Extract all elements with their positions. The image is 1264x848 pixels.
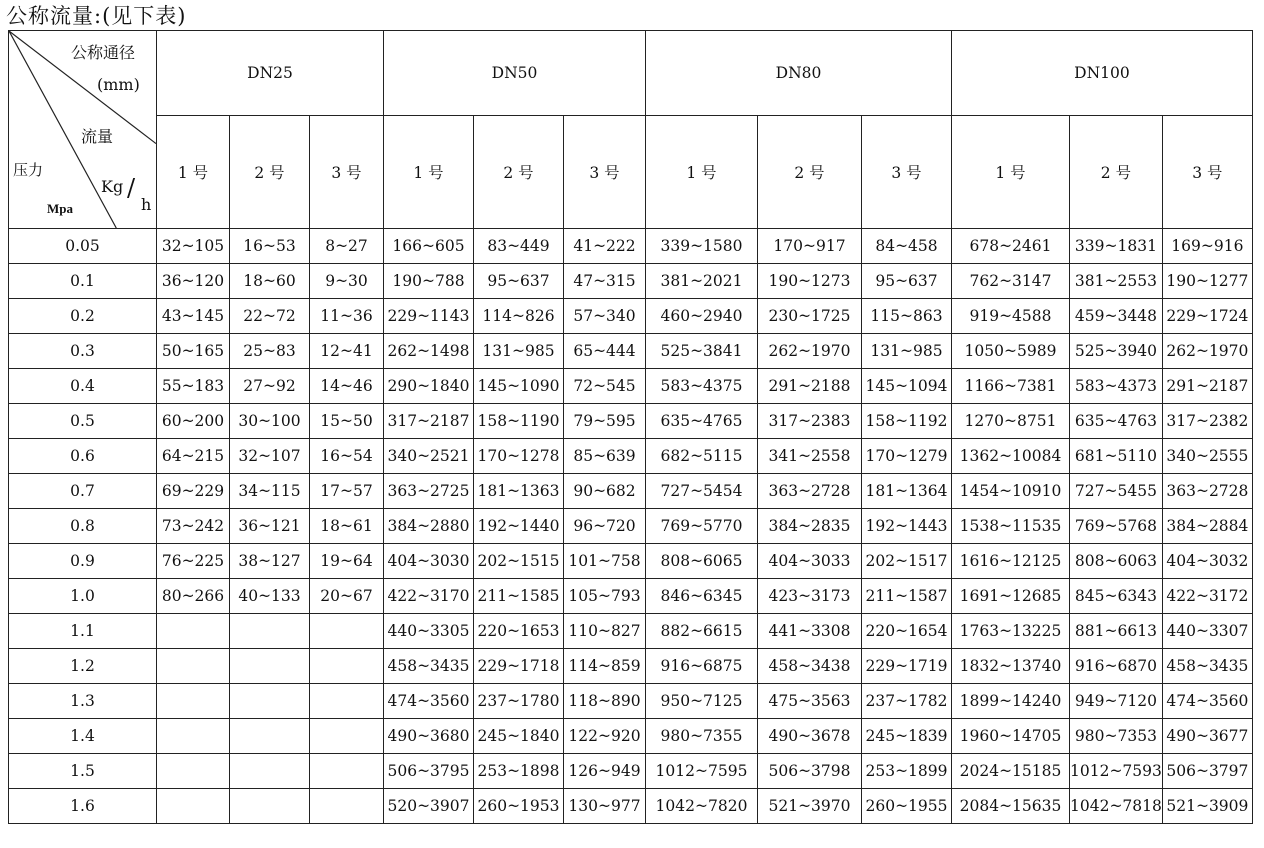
flow-range-cell: 916~6875 — [646, 649, 758, 684]
flow-range-cell: 95~637 — [474, 264, 564, 299]
flow-range-cell: 317~2187 — [384, 404, 474, 439]
flow-range-cell: 126~949 — [564, 754, 646, 789]
flow-range-cell: 130~977 — [564, 789, 646, 824]
flow-range-cell: 229~1719 — [862, 649, 952, 684]
corner-header-cell — [9, 31, 157, 229]
flow-range-cell: 90~682 — [564, 474, 646, 509]
table-row — [9, 509, 1253, 544]
flow-range-cell: 170~1279 — [862, 439, 952, 474]
flow-range-cell: 1691~12685 — [952, 579, 1070, 614]
flow-range-cell: 18~61 — [310, 509, 384, 544]
flow-range-cell: 190~788 — [384, 264, 474, 299]
flow-range-cell: 158~1190 — [474, 404, 564, 439]
flow-range-cell: 38~127 — [230, 544, 310, 579]
table-row — [9, 474, 1253, 509]
pressure-cell: 0.05 — [9, 229, 157, 264]
flow-range-cell: 490~3677 — [1162, 719, 1252, 754]
size-header: 3 号 — [564, 116, 646, 229]
size-header: 2 号 — [474, 116, 564, 229]
flow-range-cell: 681~5110 — [1070, 439, 1163, 474]
flow-range-cell: 16~53 — [230, 229, 310, 264]
flow-range-cell: 339~1580 — [646, 229, 758, 264]
pressure-cell: 0.9 — [9, 544, 157, 579]
flow-range-cell: 440~3305 — [384, 614, 474, 649]
flow-range-cell: 949~7120 — [1070, 684, 1163, 719]
flow-range-cell: 846~6345 — [646, 579, 758, 614]
flow-range-cell: 474~3560 — [1162, 684, 1252, 719]
flow-range-cell: 808~6065 — [646, 544, 758, 579]
flow-range-cell: 211~1585 — [474, 579, 564, 614]
flow-range-cell: 882~6615 — [646, 614, 758, 649]
flow-range-cell: 11~36 — [310, 299, 384, 334]
flow-range-cell: 34~115 — [230, 474, 310, 509]
corner-nominal-diameter: 公称通径 — [71, 43, 136, 62]
size-header: 2 号 — [758, 116, 862, 229]
flow-range-cell: 422~3172 — [1162, 579, 1252, 614]
flow-range-cell: 114~859 — [564, 649, 646, 684]
flow-range-cell — [230, 614, 310, 649]
size-header: 3 号 — [1162, 116, 1252, 229]
pressure-cell: 1.6 — [9, 789, 157, 824]
flow-range-cell: 229~1143 — [384, 299, 474, 334]
flow-range-cell: 458~3435 — [1162, 649, 1252, 684]
table-row — [9, 684, 1253, 719]
flow-range-cell: 1050~5989 — [952, 334, 1070, 369]
flow-range-cell: 506~3795 — [384, 754, 474, 789]
flow-range-cell: 8~27 — [310, 229, 384, 264]
flow-range-cell: 291~2187 — [1162, 369, 1252, 404]
flow-range-cell: 253~1898 — [474, 754, 564, 789]
flow-range-cell: 460~2940 — [646, 299, 758, 334]
flow-range-cell: 363~2728 — [758, 474, 862, 509]
flow-range-cell: 230~1725 — [758, 299, 862, 334]
flow-range-cell: 381~2021 — [646, 264, 758, 299]
flow-range-cell: 27~92 — [230, 369, 310, 404]
flow-range-cell — [230, 649, 310, 684]
flow-range-cell — [157, 789, 230, 824]
size-header: 2 号 — [230, 116, 310, 229]
flow-range-cell: 25~83 — [230, 334, 310, 369]
flow-range-cell: 404~3032 — [1162, 544, 1252, 579]
flow-range-cell: 1042~7818 — [1070, 789, 1163, 824]
flow-range-cell: 202~1517 — [862, 544, 952, 579]
flow-range-cell: 32~107 — [230, 439, 310, 474]
pressure-cell: 1.4 — [9, 719, 157, 754]
flow-range-cell: 506~3797 — [1162, 754, 1252, 789]
flow-range-cell: 458~3435 — [384, 649, 474, 684]
flow-range-cell: 84~458 — [862, 229, 952, 264]
pressure-cell: 0.4 — [9, 369, 157, 404]
flow-range-cell: 762~3147 — [952, 264, 1070, 299]
flow-range-cell: 1012~7595 — [646, 754, 758, 789]
flow-range-cell — [310, 684, 384, 719]
flow-range-cell: 85~639 — [564, 439, 646, 474]
flow-range-cell: 43~145 — [157, 299, 230, 334]
flow-range-cell — [310, 754, 384, 789]
flow-range-cell: 229~1718 — [474, 649, 564, 684]
flow-range-cell: 1012~7593 — [1070, 754, 1163, 789]
flow-range-cell: 381~2553 — [1070, 264, 1163, 299]
corner-unit-slash: / — [127, 174, 136, 202]
flow-range-cell: 166~605 — [384, 229, 474, 264]
flow-range-cell: 384~2884 — [1162, 509, 1252, 544]
flow-range-cell: 169~916 — [1162, 229, 1252, 264]
flow-range-cell: 950~7125 — [646, 684, 758, 719]
pressure-cell: 0.2 — [9, 299, 157, 334]
flow-range-cell: 262~1498 — [384, 334, 474, 369]
flow-range-cell: 422~3170 — [384, 579, 474, 614]
flow-range-cell: 340~2521 — [384, 439, 474, 474]
flow-range-cell: 1362~10084 — [952, 439, 1070, 474]
flow-range-cell — [310, 789, 384, 824]
pressure-cell: 1.0 — [9, 579, 157, 614]
flow-range-cell: 16~54 — [310, 439, 384, 474]
flow-range-cell: 57~340 — [564, 299, 646, 334]
flow-range-cell: 181~1363 — [474, 474, 564, 509]
flow-range-cell: 41~222 — [564, 229, 646, 264]
flow-range-cell: 1763~13225 — [952, 614, 1070, 649]
flow-range-cell: 40~133 — [230, 579, 310, 614]
size-header: 3 号 — [862, 116, 952, 229]
flow-range-cell: 253~1899 — [862, 754, 952, 789]
flow-range-cell: 1538~11535 — [952, 509, 1070, 544]
flow-range-cell: 678~2461 — [952, 229, 1070, 264]
flow-range-cell — [310, 719, 384, 754]
flow-range-cell: 192~1440 — [474, 509, 564, 544]
flow-range-cell: 245~1840 — [474, 719, 564, 754]
flow-range-cell: 190~1277 — [1162, 264, 1252, 299]
table-row — [9, 439, 1253, 474]
flow-range-cell: 916~6870 — [1070, 649, 1163, 684]
table-row — [9, 369, 1253, 404]
flow-range-cell — [230, 789, 310, 824]
flow-range-cell: 55~183 — [157, 369, 230, 404]
flow-range-cell: 237~1782 — [862, 684, 952, 719]
flow-range-cell — [310, 649, 384, 684]
flow-range-cell: 1454~10910 — [952, 474, 1070, 509]
flow-range-cell: 808~6063 — [1070, 544, 1163, 579]
flow-range-cell: 60~200 — [157, 404, 230, 439]
flow-range-cell: 229~1724 — [1162, 299, 1252, 334]
flow-range-cell: 22~72 — [230, 299, 310, 334]
pressure-cell: 0.6 — [9, 439, 157, 474]
flow-range-cell: 980~7353 — [1070, 719, 1163, 754]
flow-range-cell: 291~2188 — [758, 369, 862, 404]
flow-range-cell — [157, 754, 230, 789]
corner-flow-unit-kg: Kg — [101, 177, 124, 196]
flow-range-cell: 339~1831 — [1070, 229, 1163, 264]
flow-range-cell: 458~3438 — [758, 649, 862, 684]
flow-range-cell: 79~595 — [564, 404, 646, 439]
flow-range-cell: 2084~15635 — [952, 789, 1070, 824]
flow-range-cell — [157, 649, 230, 684]
flow-range-cell: 475~3563 — [758, 684, 862, 719]
flow-range-cell: 341~2558 — [758, 439, 862, 474]
flow-range-cell: 36~120 — [157, 264, 230, 299]
table-row — [9, 579, 1253, 614]
flow-range-cell: 769~5768 — [1070, 509, 1163, 544]
flow-table — [8, 30, 1253, 824]
flow-range-cell: 36~121 — [230, 509, 310, 544]
corner-nominal-unit: (mm) — [97, 75, 140, 94]
flow-range-cell: 122~920 — [564, 719, 646, 754]
flow-range-cell: 682~5115 — [646, 439, 758, 474]
flow-range-cell — [310, 614, 384, 649]
flow-range-cell: 363~2728 — [1162, 474, 1252, 509]
flow-range-cell: 260~1953 — [474, 789, 564, 824]
flow-range-cell: 72~545 — [564, 369, 646, 404]
pressure-cell: 1.2 — [9, 649, 157, 684]
flow-range-cell: 583~4375 — [646, 369, 758, 404]
pressure-cell: 1.1 — [9, 614, 157, 649]
flow-range-cell: 19~64 — [310, 544, 384, 579]
flow-range-cell: 105~793 — [564, 579, 646, 614]
flow-range-cell: 69~229 — [157, 474, 230, 509]
flow-range-cell: 2024~15185 — [952, 754, 1070, 789]
flow-range-cell — [157, 614, 230, 649]
flow-range-cell: 919~4588 — [952, 299, 1070, 334]
flow-range-cell: 9~30 — [310, 264, 384, 299]
flow-range-cell: 1960~14705 — [952, 719, 1070, 754]
corner-flow: 流量 — [81, 127, 114, 146]
flow-range-cell: 363~2725 — [384, 474, 474, 509]
flow-range-cell: 474~3560 — [384, 684, 474, 719]
flow-range-cell: 384~2880 — [384, 509, 474, 544]
flow-range-cell: 220~1654 — [862, 614, 952, 649]
flow-range-cell: 158~1192 — [862, 404, 952, 439]
flow-range-cell: 15~50 — [310, 404, 384, 439]
flow-range-cell: 73~242 — [157, 509, 230, 544]
corner-pressure-unit: Mpa — [47, 201, 73, 216]
pressure-cell: 0.8 — [9, 509, 157, 544]
flow-range-cell: 317~2382 — [1162, 404, 1252, 439]
flow-range-cell: 845~6343 — [1070, 579, 1163, 614]
table-row — [9, 229, 1253, 264]
flow-range-cell: 145~1090 — [474, 369, 564, 404]
diameter-header: DN25 — [157, 31, 384, 116]
pressure-cell: 0.7 — [9, 474, 157, 509]
flow-range-cell: 1042~7820 — [646, 789, 758, 824]
diameter-header: DN50 — [384, 31, 646, 116]
flow-range-cell: 118~890 — [564, 684, 646, 719]
flow-range-cell: 30~100 — [230, 404, 310, 439]
flow-range-cell: 521~3970 — [758, 789, 862, 824]
pressure-cell: 1.3 — [9, 684, 157, 719]
corner-flow-unit-h: h — [141, 195, 152, 214]
flow-range-cell: 317~2383 — [758, 404, 862, 439]
flow-range-cell: 490~3680 — [384, 719, 474, 754]
flow-range-cell: 490~3678 — [758, 719, 862, 754]
flow-range-cell: 114~826 — [474, 299, 564, 334]
table-row — [9, 334, 1253, 369]
flow-range-cell: 83~449 — [474, 229, 564, 264]
page-title: 公称流量:(见下表) — [6, 4, 187, 28]
flow-range-cell: 32~105 — [157, 229, 230, 264]
flow-range-cell: 290~1840 — [384, 369, 474, 404]
flow-range-cell: 202~1515 — [474, 544, 564, 579]
flow-range-cell: 47~315 — [564, 264, 646, 299]
flow-range-cell: 1270~8751 — [952, 404, 1070, 439]
table-row — [9, 649, 1253, 684]
flow-range-cell: 237~1780 — [474, 684, 564, 719]
flow-range-cell: 441~3308 — [758, 614, 862, 649]
flow-range-cell: 211~1587 — [862, 579, 952, 614]
flow-range-cell: 262~1970 — [1162, 334, 1252, 369]
flow-range-cell: 1616~12125 — [952, 544, 1070, 579]
size-header: 1 号 — [157, 116, 230, 229]
flow-range-cell: 635~4763 — [1070, 404, 1163, 439]
pressure-cell: 1.5 — [9, 754, 157, 789]
flow-range-cell: 131~985 — [474, 334, 564, 369]
flow-range-cell: 384~2835 — [758, 509, 862, 544]
table-row — [9, 719, 1253, 754]
flow-range-cell: 131~985 — [862, 334, 952, 369]
flow-range-cell: 65~444 — [564, 334, 646, 369]
flow-range-cell: 190~1273 — [758, 264, 862, 299]
flow-range-cell: 110~827 — [564, 614, 646, 649]
size-header: 1 号 — [952, 116, 1070, 229]
flow-range-cell: 583~4373 — [1070, 369, 1163, 404]
size-header: 3 号 — [310, 116, 384, 229]
flow-range-cell: 220~1653 — [474, 614, 564, 649]
flow-range-cell: 50~165 — [157, 334, 230, 369]
flow-range-cell — [230, 719, 310, 754]
diameter-header: DN80 — [646, 31, 952, 116]
flow-range-cell: 727~5455 — [1070, 474, 1163, 509]
flow-range-cell: 1166~7381 — [952, 369, 1070, 404]
header-row-sizes — [9, 116, 1253, 229]
flow-range-cell: 64~215 — [157, 439, 230, 474]
table-row — [9, 754, 1253, 789]
flow-range-cell — [157, 684, 230, 719]
table-row — [9, 614, 1253, 649]
flow-range-cell: 76~225 — [157, 544, 230, 579]
flow-range-cell: 101~758 — [564, 544, 646, 579]
flow-range-cell: 181~1364 — [862, 474, 952, 509]
flow-range-cell: 525~3841 — [646, 334, 758, 369]
flow-range-cell: 145~1094 — [862, 369, 952, 404]
flow-range-cell: 80~266 — [157, 579, 230, 614]
pressure-cell: 0.5 — [9, 404, 157, 439]
flow-range-cell: 459~3448 — [1070, 299, 1163, 334]
flow-range-cell: 262~1970 — [758, 334, 862, 369]
flow-range-cell: 525~3940 — [1070, 334, 1163, 369]
flow-range-cell: 404~3030 — [384, 544, 474, 579]
header-row-diameters — [9, 31, 1253, 116]
flow-range-cell: 18~60 — [230, 264, 310, 299]
size-header: 1 号 — [384, 116, 474, 229]
flow-range-cell: 170~1278 — [474, 439, 564, 474]
corner-pressure: 压力 — [13, 161, 44, 179]
table-row — [9, 789, 1253, 824]
flow-range-cell: 727~5454 — [646, 474, 758, 509]
flow-range-cell: 1832~13740 — [952, 649, 1070, 684]
flow-range-cell: 96~720 — [564, 509, 646, 544]
flow-range-cell: 20~67 — [310, 579, 384, 614]
size-header: 1 号 — [646, 116, 758, 229]
table-row — [9, 544, 1253, 579]
flow-range-cell: 769~5770 — [646, 509, 758, 544]
flow-range-cell: 423~3173 — [758, 579, 862, 614]
flow-range-cell: 980~7355 — [646, 719, 758, 754]
flow-range-cell: 14~46 — [310, 369, 384, 404]
table-row — [9, 404, 1253, 439]
flow-range-cell: 520~3907 — [384, 789, 474, 824]
flow-range-cell: 115~863 — [862, 299, 952, 334]
flow-range-cell: 635~4765 — [646, 404, 758, 439]
flow-range-cell: 95~637 — [862, 264, 952, 299]
pressure-cell: 0.3 — [9, 334, 157, 369]
table-row — [9, 264, 1253, 299]
size-header: 2 号 — [1070, 116, 1163, 229]
flow-range-cell: 881~6613 — [1070, 614, 1163, 649]
flow-range-cell: 260~1955 — [862, 789, 952, 824]
flow-range-cell: 404~3033 — [758, 544, 862, 579]
flow-range-cell — [230, 684, 310, 719]
pressure-cell: 0.1 — [9, 264, 157, 299]
flow-range-cell: 506~3798 — [758, 754, 862, 789]
flow-range-cell: 245~1839 — [862, 719, 952, 754]
flow-range-cell — [157, 719, 230, 754]
flow-range-cell — [230, 754, 310, 789]
flow-range-cell: 1899~14240 — [952, 684, 1070, 719]
flow-range-cell: 192~1443 — [862, 509, 952, 544]
flow-range-cell: 17~57 — [310, 474, 384, 509]
flow-range-cell: 340~2555 — [1162, 439, 1252, 474]
flow-range-cell: 12~41 — [310, 334, 384, 369]
flow-range-cell: 170~917 — [758, 229, 862, 264]
diameter-header: DN100 — [952, 31, 1253, 116]
table-row — [9, 299, 1253, 334]
flow-range-cell: 521~3909 — [1162, 789, 1252, 824]
flow-range-cell: 440~3307 — [1162, 614, 1252, 649]
